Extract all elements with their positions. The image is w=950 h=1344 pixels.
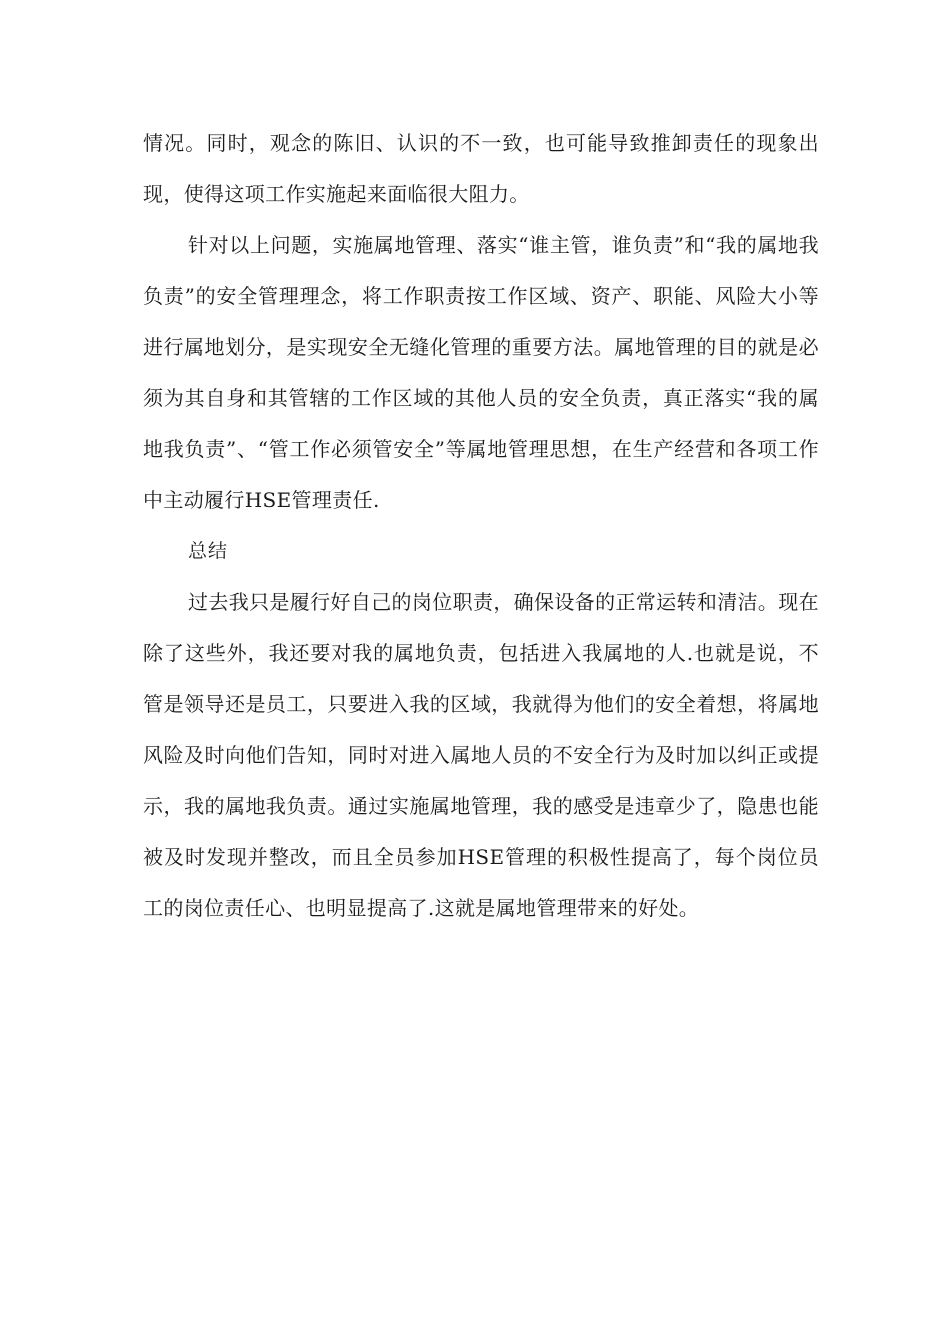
paragraph-summary: 过去我只是履行好自己的岗位职责，确保设备的正常运转和清洁。现在除了这些外，我还要对我的属地负责，包括进入我属地的人.也就是说，不管是领导还是员工，只要进入我的区域，我就得为他们的安全着想，将属地风险及时向他们告知，同时对进入属地人员的不安全行为及时加以纠正或提示，我的属地我负责。通过实施属地管理，我的感受是违章少了，隐患也能被及时发现并整改，而且全员参加HSE管理的积极性提高了，每个岗位员工的岗位责任心、也明显提高了.这就是属地管理带来的好处。 [143, 590, 819, 920]
paragraph-continuation: 情况。同时，观念的陈旧、认识的不一致，也可能导致推卸责任的现象出现，使得这项工作实施起来面临很大阻力。 [143, 131, 819, 206]
document-body [143, 118, 819, 934]
paragraph-problem-response: 针对以上问题，实施属地管理、落实“谁主管，谁负责”和“我的属地我负责”的安全管理理念，将工作职责按工作区域、资产、职能、风险大小等进行属地划分，是实现安全无缝化管理的重要方法。属地管理的目的就是必须为其自身和其管辖的工作区域的其他人员的安全负责，真正落实“我的属地我负责”、“管工作必须管安全”等属地管理思想，在生产经营和各项工作中主动履行HSE管理责任. [143, 233, 819, 512]
section-heading-summary: 总结 [188, 540, 229, 562]
